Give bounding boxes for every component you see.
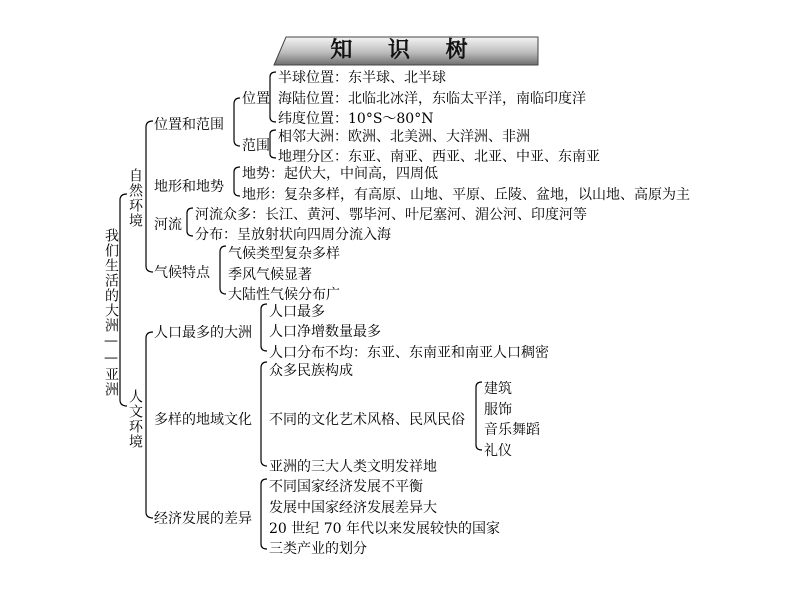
scope-label: 范围 — [242, 138, 270, 154]
page-title: 知 识 树 — [330, 38, 482, 63]
position-item: 海陆位置：北临北冰洋，东临太平洋，南临印度洋 — [278, 91, 586, 107]
climate-label: 气候特点 — [154, 265, 210, 281]
human-environment-label: 人文环境 — [127, 389, 143, 449]
river-item: 河流众多：长江、黄河、鄂毕河、叶尼塞河、湄公河、印度河等 — [195, 207, 587, 223]
custom-item: 礼仪 — [484, 443, 512, 459]
culture-label: 多样的地域文化 — [154, 412, 252, 428]
economy-item: 不同国家经济发展不平衡 — [269, 479, 423, 495]
climate-item: 大陆性气候分布广 — [228, 287, 340, 303]
terrain-item: 地形：复杂多样，有高原、山地、平原、丘陵、盆地，以山地、高原为主 — [242, 187, 690, 203]
custom-item: 音乐舞蹈 — [484, 422, 540, 438]
location-scope-label: 位置和范围 — [154, 117, 224, 133]
custom-item: 建筑 — [484, 381, 512, 397]
scope-item: 相邻大洲：欧洲、北美洲、大洋洲、非洲 — [278, 129, 530, 145]
custom-item: 服饰 — [484, 402, 512, 418]
culture-item: 众多民族构成 — [269, 363, 353, 379]
position-label: 位置 — [242, 91, 270, 107]
climate-item: 季风气候显著 — [228, 267, 312, 283]
population-item: 人口最多 — [269, 304, 325, 320]
culture-item: 亚洲的三大人类文明发祥地 — [269, 459, 437, 475]
natural-environment-label: 自然环境 — [127, 168, 143, 228]
population-item: 人口分布不均：东亚、东南亚和南亚人口稠密 — [269, 345, 549, 361]
rivers-label: 河流 — [154, 217, 182, 233]
position-item: 纬度位置：10°S～80°N — [278, 111, 434, 127]
economy-item: 三类产业的划分 — [269, 541, 367, 557]
climate-item: 气候类型复杂多样 — [228, 246, 340, 262]
economy-item: 发展中国家经济发展差异大 — [269, 500, 437, 516]
position-item: 半球位置：东半球、北半球 — [278, 70, 446, 86]
population-item: 人口净增数量最多 — [269, 324, 381, 340]
terrain-label: 地形和地势 — [154, 179, 224, 195]
economy-label: 经济发展的差异 — [154, 511, 252, 527]
population-label: 人口最多的大洲 — [154, 325, 252, 341]
scope-item: 地理分区：东亚、南亚、西亚、北亚、中亚、东南亚 — [278, 149, 600, 165]
root-topic: 我们生活的大洲——亚洲 — [103, 228, 119, 397]
terrain-item: 地势：起伏大，中间高，四周低 — [242, 166, 438, 182]
economy-item: 20 世纪 70 年代以来发展较快的国家 — [269, 521, 500, 537]
culture-item: 不同的文化艺术风格、民风民俗 — [269, 412, 465, 428]
river-item: 分布：呈放射状向四周分流入海 — [195, 227, 391, 243]
